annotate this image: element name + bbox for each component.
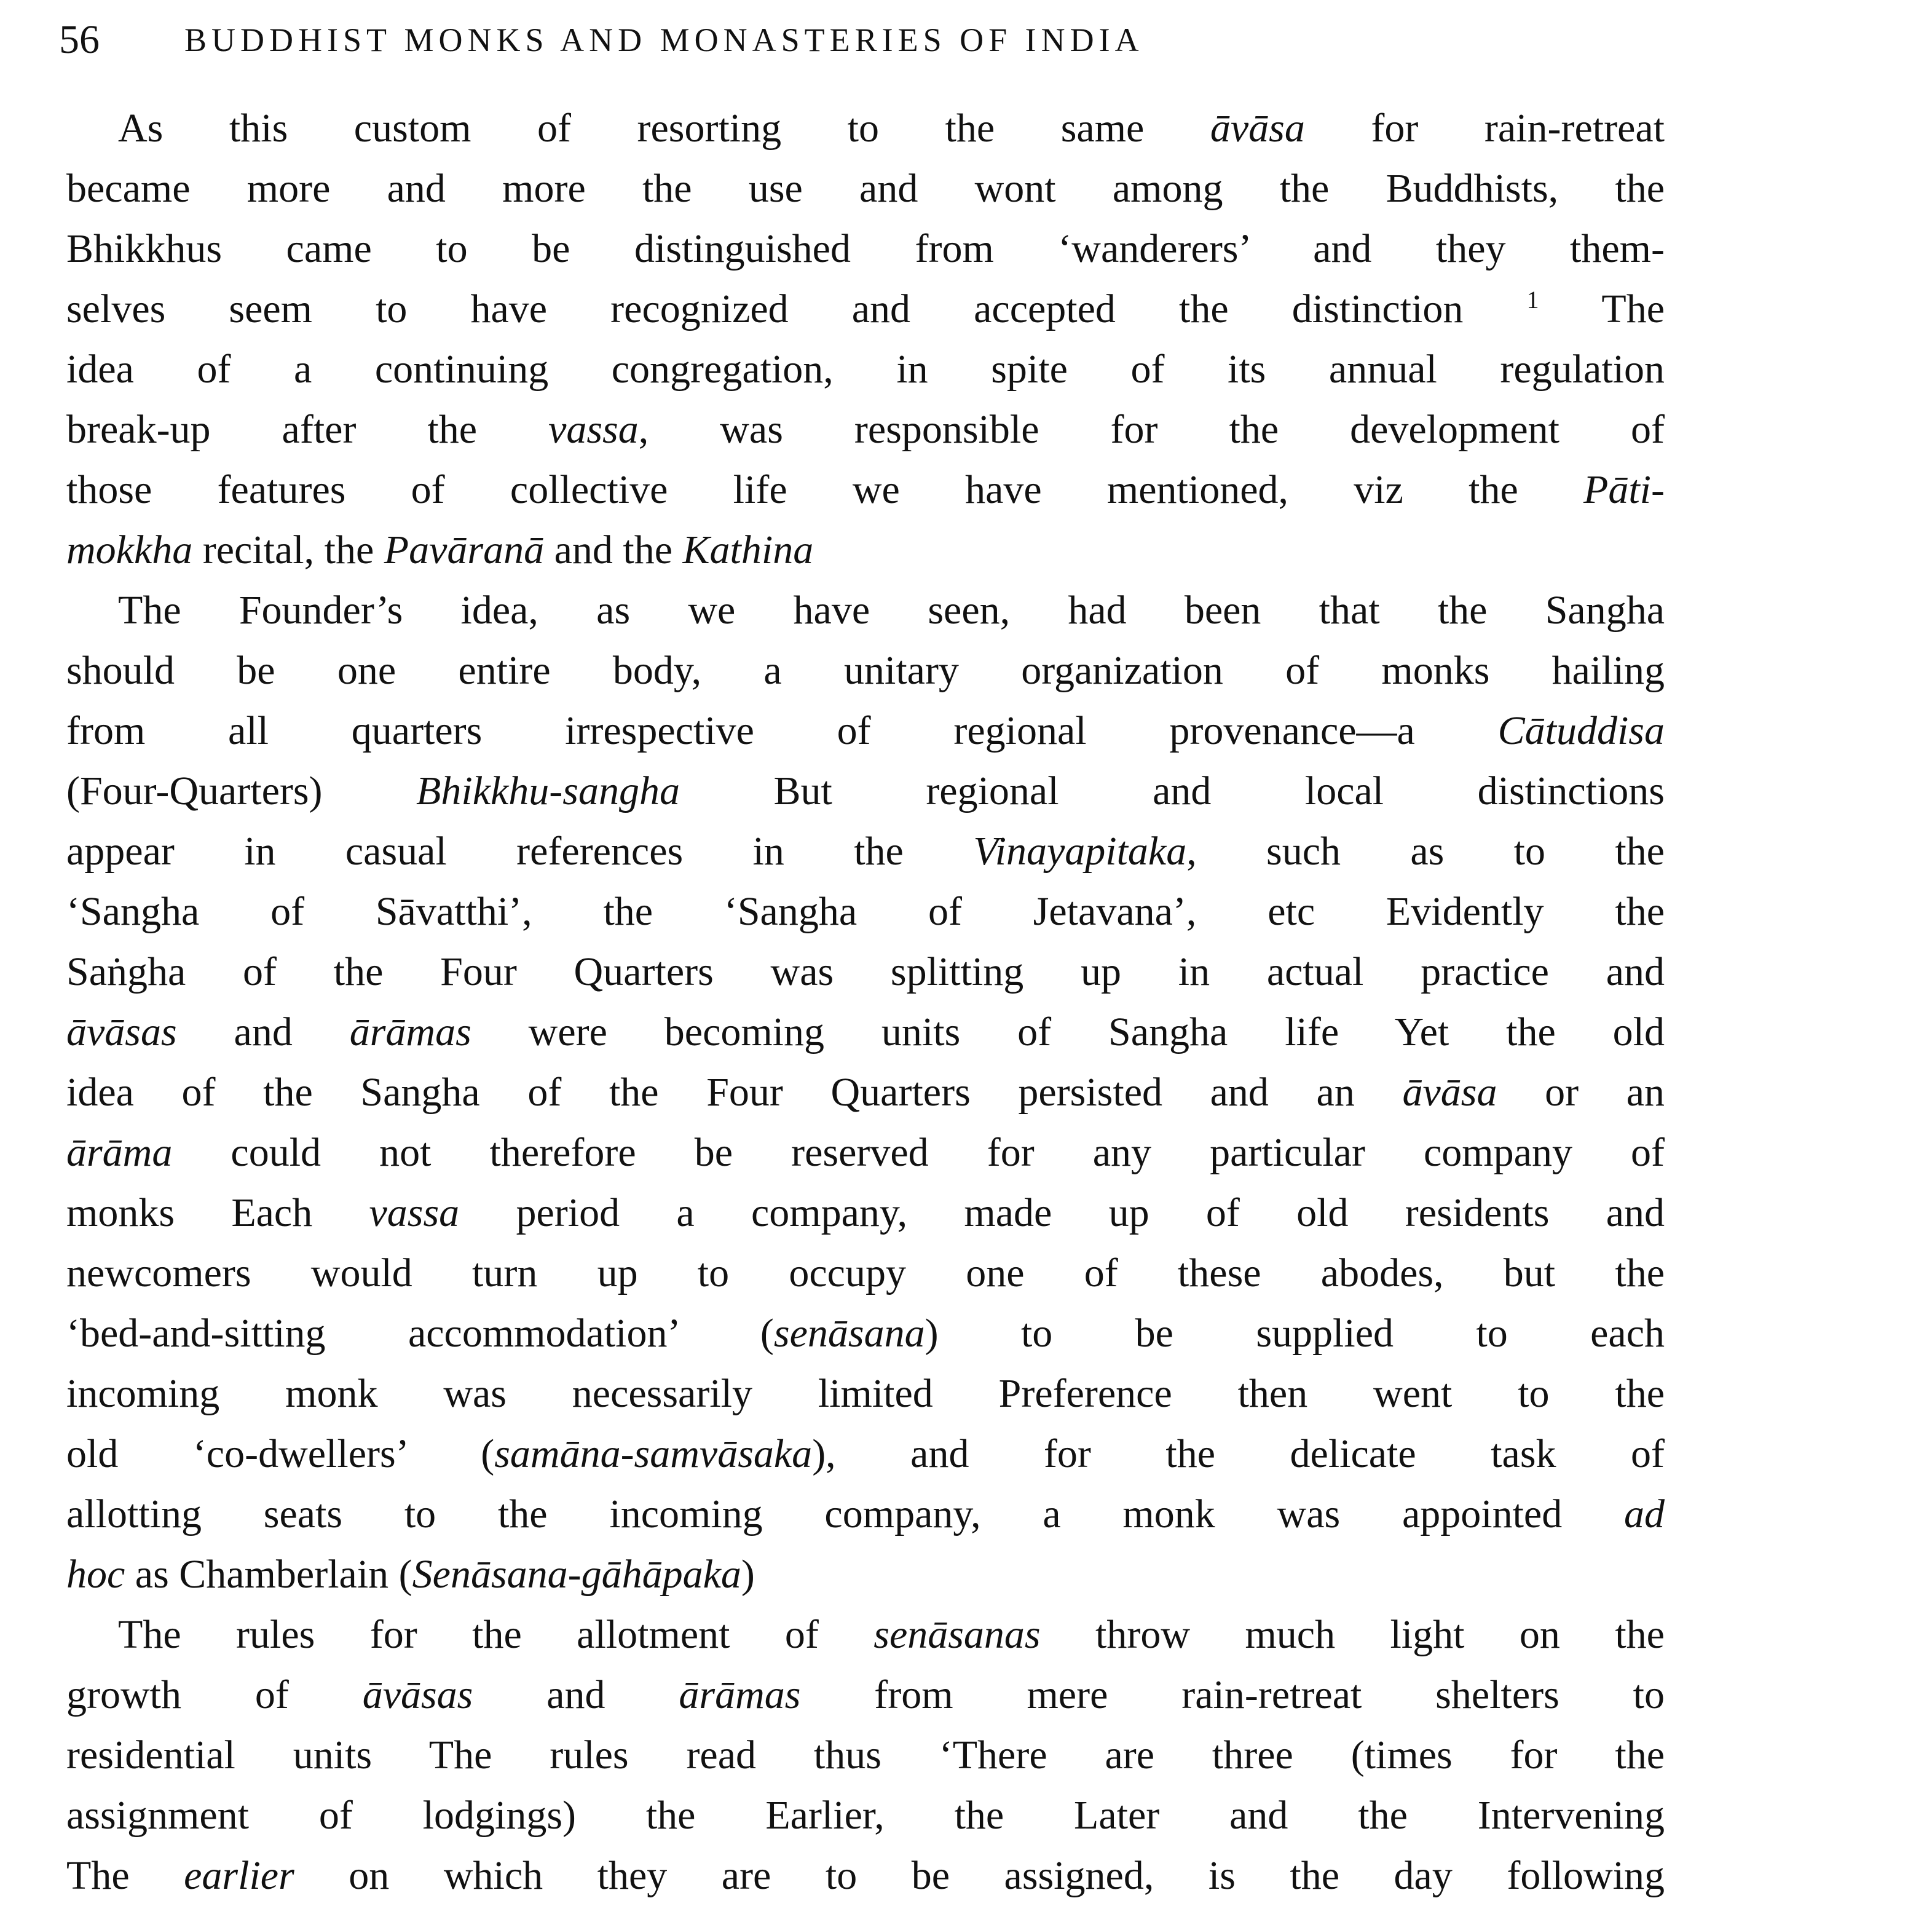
italic-term: samāna-samvāsaka [494, 1431, 813, 1476]
text-line [66, 219, 1665, 279]
text-segment: monks Each [66, 1190, 369, 1235]
text-segment: ) to be supplied to each [925, 1311, 1665, 1356]
text-segment: The [1539, 287, 1665, 331]
italic-term: hoc [66, 1552, 125, 1597]
text-line [66, 1303, 1665, 1364]
running-title: BUDDHIST MONKS AND MONASTERIES OF INDIA [184, 22, 1144, 58]
italic-term: vassa [548, 407, 639, 452]
text-segment: break-up after the [66, 407, 549, 452]
italic-term: ārāmas [349, 1010, 471, 1054]
text-line [66, 1002, 1665, 1062]
text-line [66, 400, 1665, 460]
text-segment: idea of a continuing congregation, in spite of its annual regulation [66, 347, 1665, 392]
text-line [66, 1364, 1665, 1424]
text-segment: appear in casual references in the [66, 829, 974, 874]
text-line [66, 821, 1665, 882]
text-line [66, 1424, 1665, 1484]
text-segment: Bhikkhus came to be distinguished from ‘wanderers’ and they them- [66, 226, 1665, 271]
text-segment: ) [741, 1552, 755, 1597]
text-segment: The rules for the allotment of [118, 1612, 874, 1657]
text-segment: As this custom of resorting to the same [118, 106, 1210, 151]
italic-term: senāsanas [873, 1612, 1041, 1657]
text-line [66, 98, 1665, 159]
text-line [66, 1062, 1665, 1123]
text-segment: The Founder’s idea, as we have seen, had been that the Sangha [118, 588, 1665, 633]
text-line [66, 1665, 1665, 1725]
text-segment: or an [1497, 1070, 1665, 1115]
italic-term: āvāsas [362, 1672, 473, 1717]
text-line [66, 1484, 1665, 1544]
text-line [66, 942, 1665, 1002]
text-segment: throw much light on the [1040, 1612, 1665, 1657]
text-segment: Saṅgha of the Four Quarters was splitting up in actual practice and [66, 949, 1665, 994]
italic-term: vassa [369, 1190, 460, 1235]
italic-term: āvāsa [1210, 106, 1305, 151]
text-segment: became more and more the use and wont among the Buddhists, the [66, 166, 1665, 211]
italic-term: ārāma [66, 1130, 173, 1175]
text-segment: assignment of lodgings) the Earlier, the Later and the Intervening [66, 1793, 1665, 1838]
text-segment: as Chamberlain ( [125, 1552, 412, 1597]
text-line [66, 1725, 1665, 1785]
italic-term: Senāsana-gāhāpaka [412, 1552, 741, 1597]
italic-term: āvāsas [66, 1010, 177, 1054]
text-line [66, 641, 1665, 701]
footnote-marker: 1 [1526, 286, 1539, 314]
text-line [66, 701, 1665, 761]
text-segment: residential units The rules read thus ‘There are three (times for the [66, 1733, 1665, 1777]
text-line [66, 1544, 1665, 1605]
text-segment: ), and for the delicate task of [812, 1431, 1665, 1476]
text-segment: ‘bed-and-sitting accommodation’ ( [66, 1311, 774, 1356]
italic-term: mokkha [66, 528, 193, 572]
text-line [66, 460, 1665, 520]
italic-term: senāsana [773, 1311, 925, 1356]
text-segment: ‘Sangha of Sāvatthi’, the ‘Sangha of Jetavana’, etc Evidently the [66, 889, 1665, 934]
text-line [66, 159, 1665, 219]
italic-term: ārāmas [679, 1672, 801, 1717]
text-line [66, 339, 1665, 400]
text-line [66, 1183, 1665, 1243]
text-segment: growth of [66, 1672, 363, 1717]
text-segment: on which they are to be assigned, is the day following [294, 1853, 1665, 1898]
italic-term: Cātuddisa [1497, 708, 1665, 753]
text-line [66, 1605, 1665, 1665]
text-line [66, 520, 1665, 580]
text-segment: for rain-retreat [1304, 106, 1665, 151]
body-text [66, 98, 1665, 1906]
text-segment: period a company, made up of old residents and [459, 1190, 1665, 1235]
italic-term: āvāsa [1402, 1070, 1497, 1115]
text-segment: (Four-Quarters) [66, 769, 417, 813]
text-line [66, 279, 1665, 339]
text-segment: should be one entire body, a unitary organization of monks hailing [66, 648, 1665, 693]
text-line [66, 1123, 1665, 1183]
text-segment: and [473, 1672, 679, 1717]
text-segment: The [66, 1853, 184, 1898]
italic-term: Kathina [682, 528, 814, 572]
text-line [66, 1243, 1665, 1303]
italic-term: Pavāranā [384, 528, 545, 572]
text-segment: incoming monk was necessarily limited Preference then went to the [66, 1371, 1665, 1416]
text-line [66, 1785, 1665, 1846]
text-segment: old ‘co-dwellers’ ( [66, 1431, 495, 1476]
text-segment: But regional and local distinctions [679, 769, 1665, 813]
text-segment: , was responsible for the development of [638, 407, 1665, 452]
running-head [59, 12, 1682, 68]
italic-term: Bhikkhu-sangha [416, 769, 680, 813]
text-segment: those features of collective life we have mentioned, viz the [66, 467, 1584, 512]
text-segment: allotting seats to the incoming company, a monk was appointed [66, 1492, 1624, 1536]
text-segment: were becoming units of Sangha life Yet the old [471, 1010, 1665, 1054]
text-line [66, 882, 1665, 942]
italic-term: ad [1624, 1492, 1665, 1536]
italic-term: Vinayapitaka [973, 829, 1187, 874]
text-segment: , such as to the [1186, 829, 1665, 874]
text-line [66, 761, 1665, 821]
text-segment: recital, the [192, 528, 384, 572]
text-line [66, 1846, 1665, 1906]
text-segment: could not therefore be reserved for any particular company of [172, 1130, 1665, 1175]
italic-term: earlier [184, 1853, 294, 1898]
text-segment: from all quarters irrespective of regional provenance—a [66, 708, 1498, 753]
text-segment: and [176, 1010, 350, 1054]
text-segment: idea of the Sangha of the Four Quarters persisted and an [66, 1070, 1403, 1115]
text-segment: and the [544, 528, 683, 572]
text-segment: selves seem to have recognized and accepted the distinction [66, 287, 1527, 331]
text-segment: newcomers would turn up to occupy one of these abodes, but the [66, 1251, 1665, 1295]
text-segment: from mere rain-retreat shelters to [800, 1672, 1665, 1717]
italic-term: Pāti- [1583, 467, 1665, 512]
page-number: 56 [59, 17, 100, 62]
text-line [66, 580, 1665, 641]
